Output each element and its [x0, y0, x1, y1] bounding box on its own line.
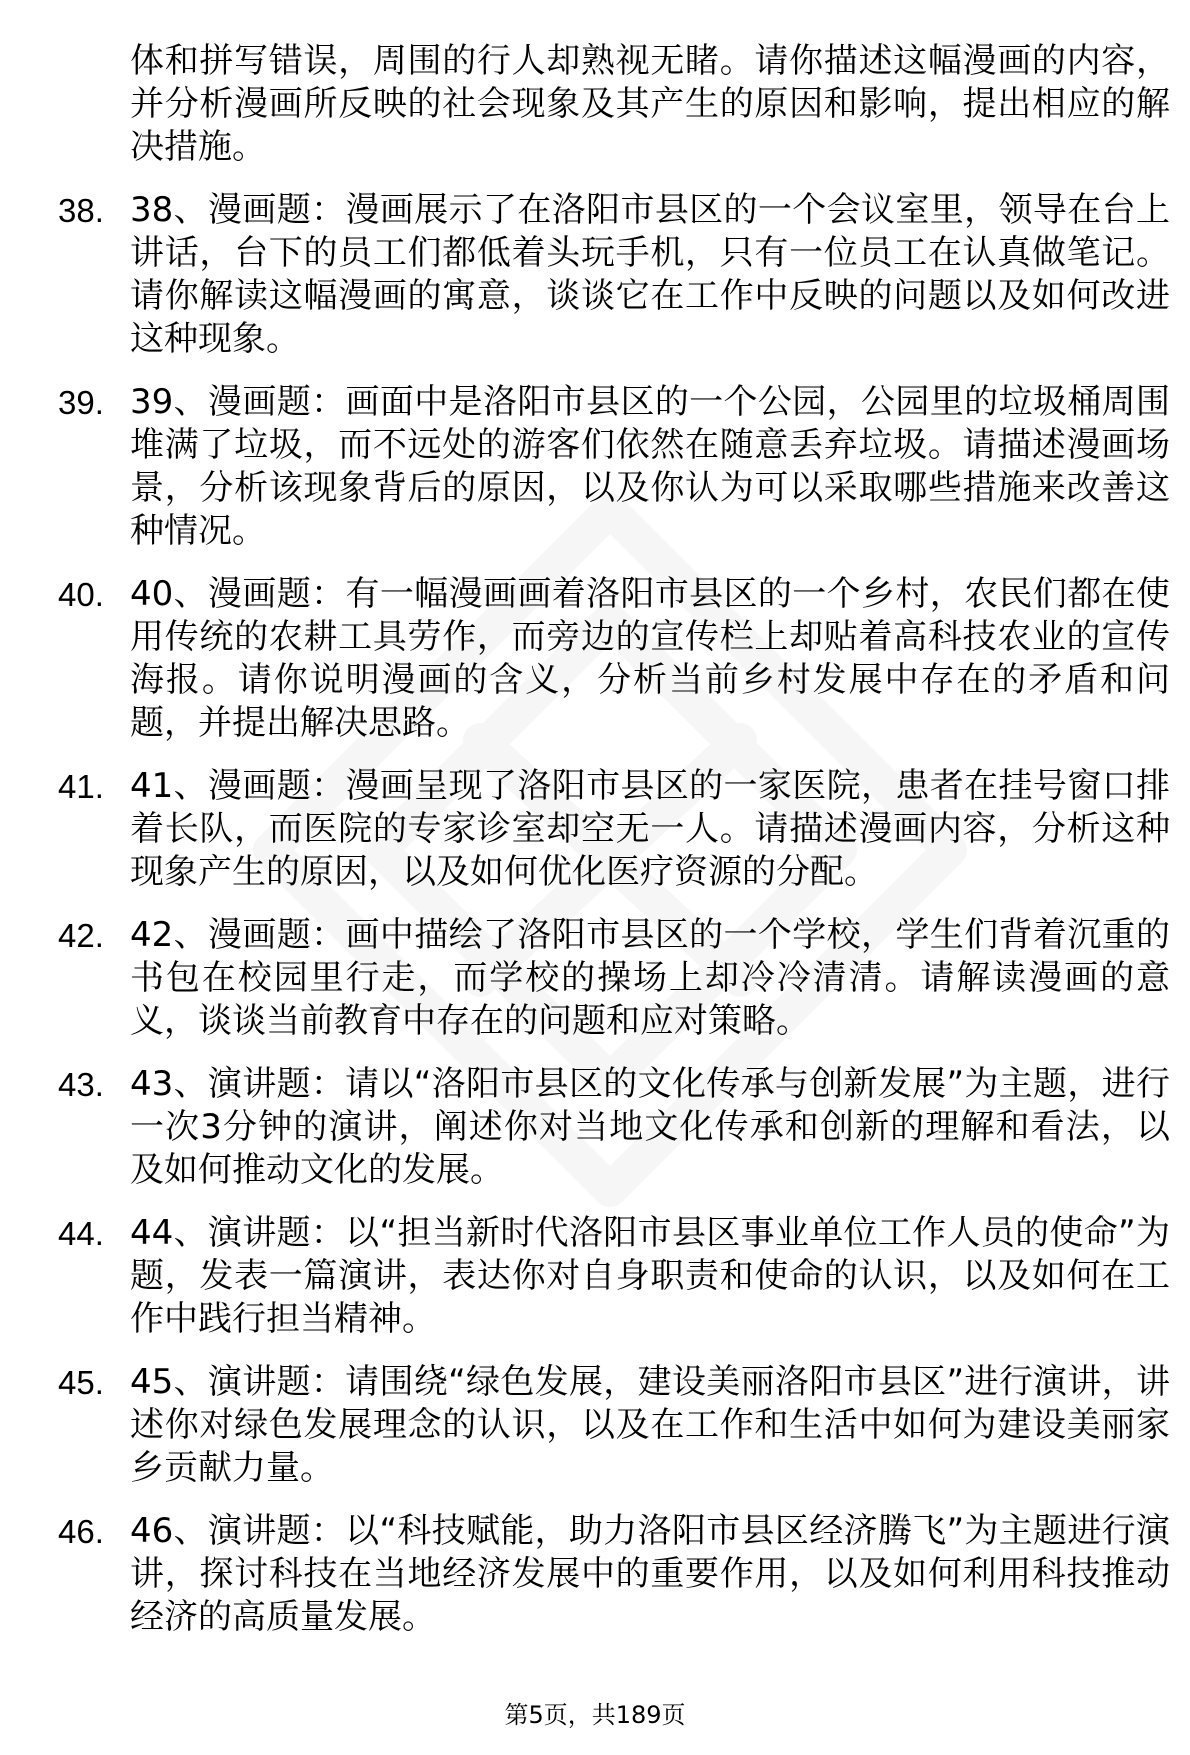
list-item-text: 40、漫画题：有一幅漫画画着洛阳市县区的一个乡村，农民们都在使用传统的农耕工具劳作，而旁边的宣传栏上却贴着高科技农业的宣传海报。请你说明漫画的含义，分析当前乡村发展中存在的矛盾和问题，并提出解决思路。: [130, 574, 1170, 743]
list-item-38: [0, 189, 1190, 361]
list-item-text: 44、演讲题：以“担当新时代洛阳市县区事业单位工作人员的使命”为题，发表一篇演讲，表达你对自身职责和使命的认识，以及如何在工作中践行担当精神。: [130, 1213, 1170, 1339]
list-item-number: 42.: [58, 917, 104, 954]
list-item-number: 39.: [58, 384, 104, 421]
list-item-number: 41.: [58, 768, 104, 805]
list-item-42: [0, 914, 1190, 1043]
list-item-46: [0, 1510, 1190, 1639]
list-item-43: [0, 1063, 1190, 1192]
list-item-text: 38、漫画题：漫画展示了在洛阳市县区的一个会议室里，领导在台上讲话，台下的员工们都低着头玩手机，只有一位员工在认真做笔记。请你解读这幅漫画的寓意，谈谈它在工作中反映的问题以及如何改进这种现象。: [130, 190, 1170, 359]
list-item-40: [0, 573, 1190, 745]
question-list: [0, 189, 1190, 1639]
list-item-number: 46.: [58, 1513, 104, 1550]
list-item-number: 40.: [58, 576, 104, 613]
list-item-text: 39、漫画题：画面中是洛阳市县区的一个公园，公园里的垃圾桶周围堆满了垃圾，而不远处的游客们依然在随意丢弃垃圾。请描述漫画场景，分析该现象背后的原因，以及你认为可以采取哪些措施来改善这种情况。: [130, 382, 1170, 551]
list-item-number: 38.: [58, 192, 104, 229]
list-item-number: 43.: [58, 1066, 104, 1103]
list-item-text: 43、演讲题：请以“洛阳市县区的文化传承与创新发展”为主题，进行一次3分钟的演讲，阐述你对当地文化传承和创新的理解和看法，以及如何推动文化的发展。: [130, 1064, 1170, 1190]
list-item-39: [0, 381, 1190, 553]
list-item-41: [0, 765, 1190, 894]
list-item-text: 41、漫画题：漫画呈现了洛阳市县区的一家医院，患者在挂号窗口排着长队，而医院的专家诊室却空无一人。请描述漫画内容，分析这种现象产生的原因，以及如何优化医疗资源的分配。: [130, 766, 1170, 892]
list-item-number: 45.: [58, 1364, 104, 1401]
document-body: [0, 40, 1190, 1659]
list-item-45: [0, 1361, 1190, 1490]
continued-paragraph: 体和拼写错误，周围的行人却熟视无睹。请你描述这幅漫画的内容，并分析漫画所反映的社会现象及其产生的原因和影响，提出相应的解决措施。: [130, 41, 1170, 167]
list-item-text: 46、演讲题：以“科技赋能，助力洛阳市县区经济腾飞”为主题进行演讲，探讨科技在当地经济发展中的重要作用，以及如何利用科技推动经济的高质量发展。: [130, 1511, 1170, 1637]
page-footer: [0, 1700, 1190, 1730]
page-number-label: 第5页，共189页: [504, 1701, 686, 1729]
list-item-44: [0, 1212, 1190, 1341]
list-item-number: 44.: [58, 1215, 104, 1252]
list-item-text: 42、漫画题：画中描绘了洛阳市县区的一个学校，学生们背着沉重的书包在校园里行走，而学校的操场上却冷冷清清。请解读漫画的意义，谈谈当前教育中存在的问题和应对策略。: [130, 915, 1170, 1041]
list-item-text: 45、演讲题：请围绕“绿色发展，建设美丽洛阳市县区”进行演讲，讲述你对绿色发展理念的认识，以及在工作和生活中如何为建设美丽家乡贡献力量。: [130, 1362, 1170, 1488]
